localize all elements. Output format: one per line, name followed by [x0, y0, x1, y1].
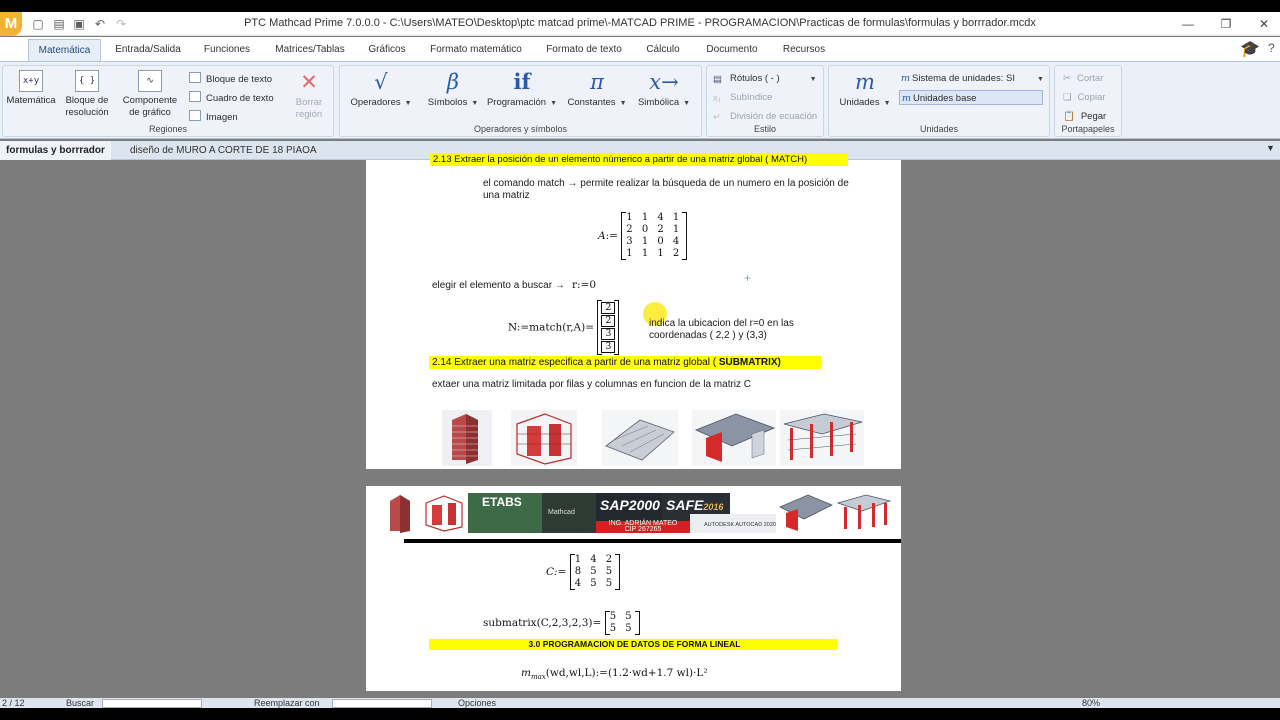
- equation-break-icon: ↵: [713, 112, 721, 123]
- pi-icon: π: [590, 70, 604, 94]
- base-units-icon: m: [902, 93, 912, 104]
- symbolic-arrow-icon: x→: [649, 70, 679, 94]
- cortar-button[interactable]: ✂ Cortar: [1063, 73, 1104, 84]
- doc-tab-formulas[interactable]: formulas y borrrador: [0, 141, 111, 160]
- building-image-long[interactable]: [602, 410, 678, 466]
- close-icon[interactable]: ✕: [1258, 17, 1270, 31]
- bloque-resolucion-button[interactable]: { } Bloque de resolución: [61, 70, 113, 119]
- group-portapapeles: [1054, 65, 1122, 137]
- open-folder-icon[interactable]: ▤: [53, 17, 65, 31]
- doc-tab-muro[interactable]: diseño de MURO A CORTE DE 18 PIAOA: [130, 145, 317, 156]
- tab-recursos[interactable]: Recursos: [782, 44, 826, 55]
- group-label-estilo: Estilo: [753, 124, 776, 134]
- redo-icon[interactable]: ↷: [115, 17, 127, 31]
- minimize-icon[interactable]: —: [1182, 17, 1194, 31]
- subscript-icon: x₁: [713, 93, 721, 104]
- programacion-button[interactable]: if Programación ▼: [486, 69, 558, 108]
- autocad-logo: AUTODESK AUTOCAD 2020: [690, 514, 776, 533]
- heading-213-match[interactable]: 2.13 Extraer la posición de un elemento númerico a partir de una matriz global ( MATCH): [430, 153, 848, 166]
- bloque-texto-button[interactable]: Bloque de texto: [189, 72, 272, 87]
- chart-component-icon: ∿: [138, 70, 162, 92]
- cuadro-texto-button[interactable]: Cuadro de texto: [189, 91, 274, 106]
- image-icon: [189, 110, 201, 121]
- header-banner[interactable]: [366, 486, 901, 542]
- mathcad-logo-icon[interactable]: M: [0, 12, 22, 36]
- letterbox-bottom: [0, 708, 1280, 720]
- constantes-button[interactable]: π Constantes ▼: [564, 70, 630, 110]
- search-input[interactable]: [102, 699, 202, 708]
- submatrix-evaluation[interactable]: submatrix(C,2,3,2,3)= 5 5 5 5: [483, 611, 640, 635]
- tab-matematica[interactable]: Matemática: [28, 39, 101, 61]
- text-box-icon: [189, 91, 201, 102]
- sqrt-icon: √: [374, 70, 388, 94]
- ribbon: [0, 61, 1280, 139]
- scissors-icon: ✂: [1063, 73, 1071, 84]
- copiar-button[interactable]: ❏ Copiar: [1063, 92, 1106, 103]
- mathcad-logo: Mathcad: [542, 493, 596, 533]
- tab-entrada-salida[interactable]: Entrada/Salida: [115, 44, 181, 55]
- if-icon: if: [513, 69, 531, 94]
- math-region-icon: x+y: [19, 70, 43, 92]
- borrar-region-button[interactable]: ✕ Borrar región: [287, 70, 331, 121]
- tab-graficos[interactable]: Gráficos: [368, 44, 406, 55]
- unidades-base-button[interactable]: m Unidades base: [899, 90, 1043, 105]
- group-label-unidades: Unidades: [919, 124, 959, 134]
- match-description[interactable]: el comando match → permite realizar la búsqueda de un numero en la posición de una matriz: [483, 178, 849, 201]
- ubicacion-text[interactable]: indica la ubicacion del r=0 en las coordenadas ( 2,2 ) y (3,3): [649, 318, 794, 341]
- matrix-A-definition[interactable]: A:= 1 1 4 1 2 0 2 1 3 1 0 4 1 1 1 2: [598, 212, 687, 260]
- worksheet-page-1: [366, 154, 901, 469]
- division-ecuacion-button[interactable]: ↵ División de ecuación: [713, 111, 818, 123]
- paste-icon: 📋: [1063, 111, 1075, 122]
- label-icon: ▤: [713, 74, 722, 85]
- group-regiones: [2, 65, 334, 137]
- undo-icon[interactable]: ↶: [94, 17, 106, 31]
- copy-icon: ❏: [1063, 92, 1072, 103]
- delete-region-icon: ✕: [300, 70, 318, 94]
- banner-tower-icon: [384, 493, 418, 533]
- help-icon[interactable]: ?: [1268, 41, 1275, 55]
- N-match-definition[interactable]: N:=match(r,A)= 2 2 3 3: [508, 300, 619, 355]
- simbolos-button[interactable]: β Símbolos ▼: [422, 70, 484, 110]
- mmax-definition[interactable]: $m_{max}(wd,wl,L):=(1.2\cdot wd+1.7$ wl)·L²: [521, 667, 708, 682]
- unidades-button[interactable]: m Unidades ▼: [833, 70, 897, 110]
- tab-formato-matematico[interactable]: Formato matemático: [430, 44, 522, 55]
- status-bar: [0, 698, 1280, 708]
- beta-icon: β: [446, 70, 460, 94]
- title-bar: [0, 12, 1280, 36]
- componente-grafico-button[interactable]: ∿ Componente de gráfico: [115, 70, 185, 119]
- banner-columns-icon: [836, 493, 892, 533]
- buscar-label: Buscar: [66, 698, 95, 708]
- replace-input[interactable]: [332, 699, 432, 708]
- submatrix-result: 5 5 5 5: [605, 611, 640, 635]
- units-system-icon: m: [901, 73, 911, 84]
- tab-funciones[interactable]: Funciones: [203, 44, 251, 55]
- simbolica-button[interactable]: x→ Simbólica ▼: [632, 70, 696, 110]
- building-image-tower[interactable]: [442, 410, 492, 466]
- text-block-icon: [189, 72, 201, 83]
- letterbox-top: [0, 0, 1280, 12]
- tab-calculo[interactable]: Cálculo: [646, 44, 680, 55]
- banner-frame-icon: [422, 493, 466, 533]
- safe-logo: SAFE2016: [662, 493, 730, 521]
- zoom-level[interactable]: 80%: [1082, 698, 1101, 708]
- sap2000-logo: SAP2000: [596, 493, 662, 521]
- etabs-logo: ETABS: [468, 493, 542, 533]
- r-definition[interactable]: r:=0: [572, 279, 597, 291]
- building-image-columns[interactable]: [780, 410, 864, 466]
- reemplazar-label: Reemplazar con: [254, 698, 320, 708]
- graduation-cap-icon[interactable]: 🎓: [1240, 41, 1260, 58]
- N-result-matrix: 2 2 3 3: [597, 300, 619, 355]
- sistema-unidades-dropdown[interactable]: m Sistema de unidades: SI ▼: [901, 73, 1044, 84]
- building-image-frame[interactable]: [511, 410, 577, 466]
- group-label-regiones: Regiones: [148, 124, 188, 134]
- new-file-icon[interactable]: ▢: [32, 17, 44, 31]
- page-indicator[interactable]: 2 / 12: [2, 698, 25, 708]
- group-unidades: [828, 65, 1050, 137]
- operadores-button[interactable]: √ Operadores ▼: [348, 70, 414, 110]
- tab-documento[interactable]: Documento: [706, 44, 758, 55]
- heading-214-submatrix[interactable]: 2.14 Extraer una matriz especifica a partir de una matriz global ( SUBMATRIX): [429, 356, 821, 369]
- heading-30-programacion[interactable]: 3.0 PROGRAMACION DE DATOS DE FORMA LINEAL: [429, 639, 837, 650]
- imagen-button[interactable]: Imagen: [189, 110, 238, 125]
- group-label-operadores: Operadores y símbolos: [473, 124, 568, 134]
- matrix-C-definition[interactable]: C:= 1 4 2 8 5 5 4 5 5: [546, 554, 620, 590]
- matematica-button[interactable]: x+y Matemática: [5, 70, 57, 107]
- group-label-portapapeles: Portapapeles: [1061, 124, 1115, 134]
- tab-formato-texto[interactable]: Formato de texto: [546, 44, 622, 55]
- group-estilo: [706, 65, 824, 137]
- window-title: PTC Mathcad Prime 7.0.0.0 - C:\Users\MATEO\Desktop\ptc matcad prime\-MATCAD PRIME - PROGRAMACION\Practicas de formulas\formulas y borrrador.mcdx: [244, 17, 1036, 29]
- extraer-text[interactable]: extaer una matriz limitada por filas y columnas en funcion de la matriz C: [432, 379, 752, 390]
- solve-block-icon: { }: [75, 70, 99, 92]
- opciones-button[interactable]: Opciones: [458, 698, 497, 708]
- save-icon[interactable]: ▣: [73, 17, 85, 31]
- banner-roof-icon: [778, 493, 834, 533]
- worksheet-page-2: [366, 486, 901, 691]
- author-banner: ING. ADRIÁN MATEO CIP 267265: [596, 521, 690, 533]
- insertion-crosshair-icon: +: [744, 271, 752, 285]
- subindice-button[interactable]: x₁ Subíndice: [713, 92, 773, 104]
- units-m-icon: m: [855, 70, 875, 94]
- pegar-button[interactable]: 📋 Pegar: [1063, 111, 1107, 122]
- ribbon-tabs: [0, 37, 1280, 61]
- matrix-C: 1 4 2 8 5 5 4 5 5: [570, 554, 620, 590]
- restore-icon[interactable]: ❐: [1220, 17, 1232, 31]
- building-image-roof[interactable]: [692, 410, 776, 466]
- matrix-A: 1 1 4 1 2 0 2 1 3 1 0 4 1 1 1 2: [621, 212, 687, 260]
- tab-matrices-tablas[interactable]: Matrices/Tablas: [275, 44, 345, 55]
- elegir-elemento-text[interactable]: elegir el elemento a buscar →: [432, 280, 565, 291]
- tab-list-chevron-icon[interactable]: ▼: [1266, 143, 1275, 153]
- group-operadores: [339, 65, 702, 137]
- banner-divider: [404, 539, 901, 543]
- rotulos-dropdown[interactable]: ▤ Rótulos ( - ) ▼: [713, 73, 817, 85]
